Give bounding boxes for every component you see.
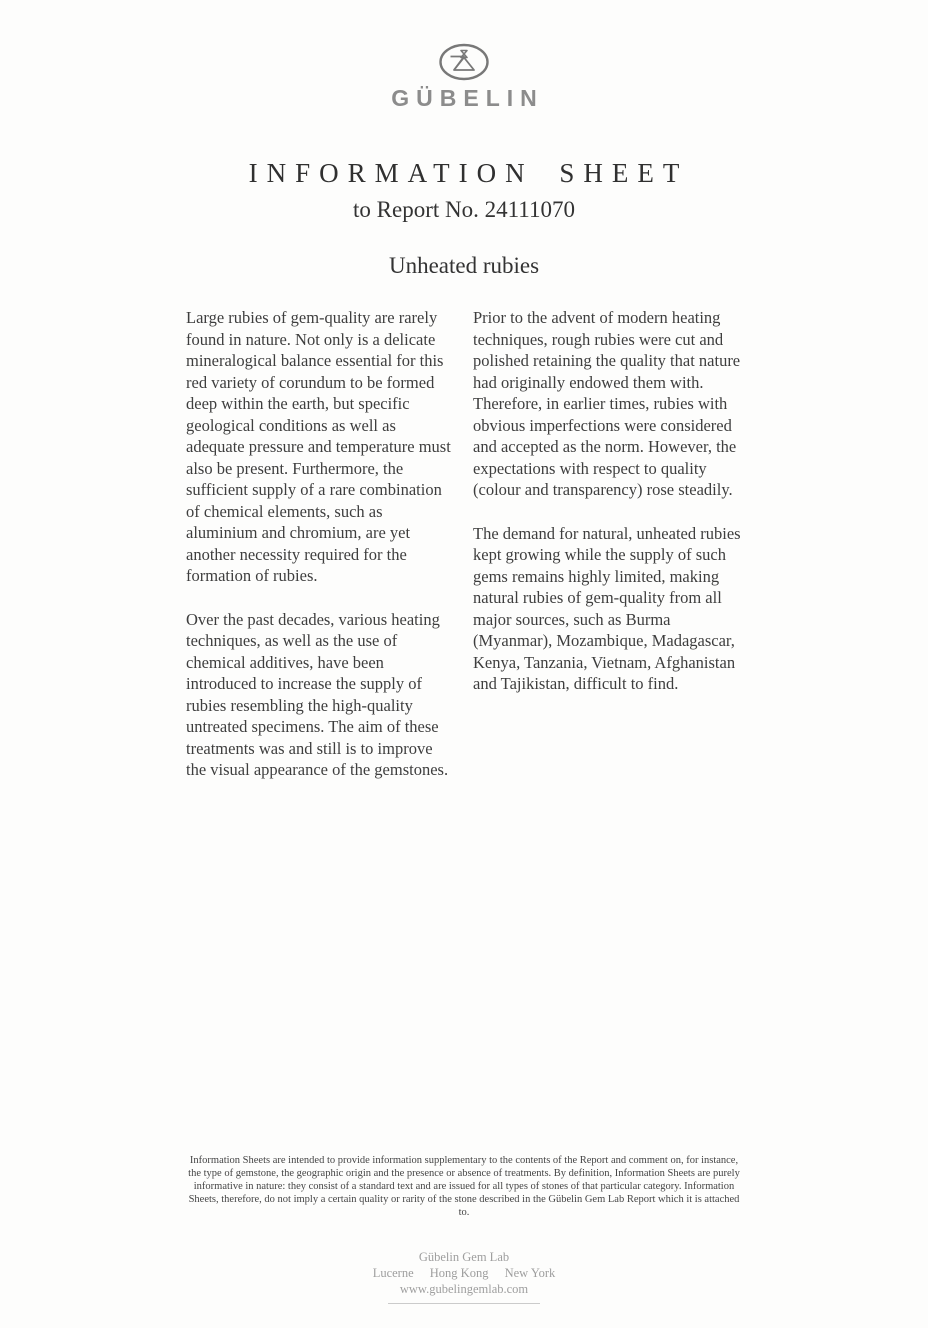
- footer-rule: [388, 1303, 540, 1304]
- disclaimer-text: Information Sheets are intended to provide information supplementary to the contents of the Report and comment on, for instance, the type of gemstone, the geographic origin and the presence or absence of treatments. By definition, Information Sheets are purely informative in nature: they consist of a standard text and are issued for all types of stones of that particular category. Information Sheets, therefore, do not imply a certain quality or rarity of the stone described in the Gübelin Gem Lab Report which it is attached to.: [188, 1155, 740, 1218]
- location-hong-kong: Hong Kong: [429, 1266, 489, 1280]
- paragraph-right-2: The demand for natural, unheated rubies kept growing while the supply of such gems remains highly limited, making natural rubies of gem-quality from all major sources, such as Burma (Myanmar), Mozambique, Madagascar, Kenya, Tanzania, Vietnam, Afghanistan and Tajikistan, difficult to find.: [473, 523, 741, 693]
- paragraph-right-1: Prior to the advent of modern heating techniques, rough rubies were cut and polished retaining the quality that nature had originally endowed them with. Therefore, in earlier times, rubies with obvious imperfections were considered and accepted as the norm. However, the expectations with respect to quality (colour and transparency) rose steadily.: [473, 308, 741, 499]
- lab-website: www.gubelingemlab.com: [399, 1282, 529, 1296]
- right-column: [473, 307, 742, 803]
- gubelin-wordmark: GÜBELIN: [391, 85, 544, 111]
- location-lucerne: Lucerne: [372, 1266, 414, 1280]
- gubelin-crest-icon: [438, 42, 490, 82]
- paragraph-left-1: Large rubies of gem-quality are rarely found in nature. Not only is a delicate mineralogical balance essential for this red variety of corundum to be formed deep within the earth, but specific geological conditions as well as adequate pressure and temperature must also be present. Furthermore, the sufficient supply of a rare combination of chemical elements, such as aluminium and chromium, are yet another necessity required for the formation of rubies.: [186, 308, 451, 585]
- page-title: INFORMATION SHEET: [248, 158, 689, 188]
- paragraph-left-2: Over the past decades, various heating techniques, as well as the use of chemical additives, have been introduced to increase the supply of rubies resembling the high-quality untreated specimens. The aim of these treatments was and still is to improve the visual appearance of the gemstones.: [186, 609, 449, 779]
- location-new-york: New York: [504, 1266, 556, 1280]
- title-block: [0, 158, 928, 279]
- lab-name: Gübelin Gem Lab: [418, 1250, 510, 1264]
- left-column: [186, 307, 455, 803]
- topic-title: Unheated rubies: [388, 253, 540, 278]
- lab-footer: [0, 1249, 928, 1304]
- brand-header: [0, 0, 928, 112]
- body-columns: [186, 307, 742, 803]
- bottom-block: [0, 1154, 928, 1304]
- lab-locations: [0, 1265, 928, 1281]
- report-reference: to Report No. 24111070: [353, 197, 575, 222]
